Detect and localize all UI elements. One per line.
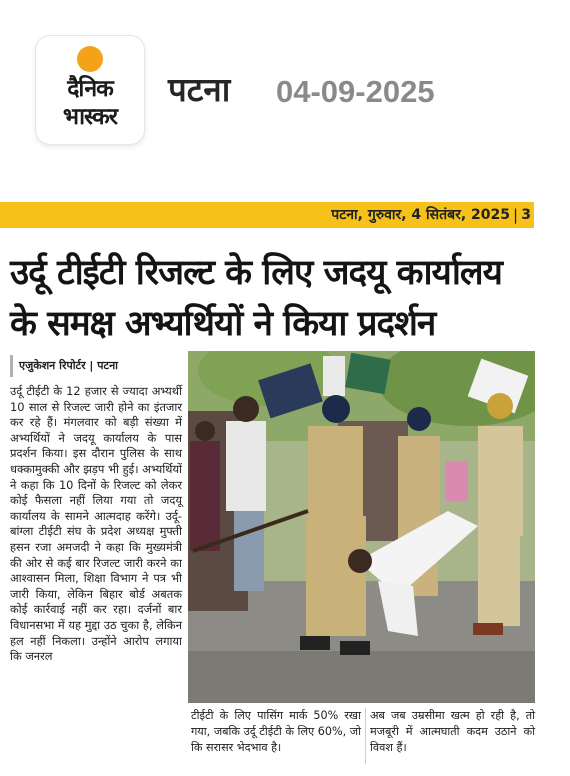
protest-photo: [188, 351, 535, 703]
logo-text-line1: दैनिक: [67, 76, 113, 102]
sun-icon: [77, 46, 103, 72]
page-number: 3: [521, 207, 531, 223]
dateline-separator: |: [512, 206, 518, 224]
edition-city: पटना: [168, 70, 231, 109]
article-body-column-2: टीईटी के लिए पासिंग मार्क 50% रखा गया, जबकि उर्दू टीईटी के लिए 60%, जो कि सरासर भेदभाव है।: [191, 709, 361, 754]
dainik-bhaskar-logo: [36, 36, 144, 144]
edition-date: 04-09-2025: [276, 74, 435, 109]
column-divider: [365, 708, 366, 764]
logo-text-line2: भास्कर: [62, 104, 118, 130]
dateline-strip: [0, 202, 534, 228]
dateline-text: पटना, गुरुवार, 4 सितंबर, 2025: [331, 207, 510, 223]
article-body-column-3: अब जब उम्रसीमा खत्म हो रही है, तो मजबूरी में आत्मघाती कदम उठाने को विवश हैं।: [370, 709, 535, 754]
article-body-column-1: उर्दू टीईटी के 12 हजार से ज्यादा अभ्यर्थी 10 साल से रिजल्ट जारी होने का इंतजार कर रहे हैं। मंगलवार को बड़ी संख्या में अभ्यर्थियों ने जदयू कार्यालय के पास प्रदर्शन किया। इस दौरान पुलिस के साथ धक्कामुक्की और झड़प भी हुई। अभ्यर्थियों ने कहा कि 10 दिनों के रिजल्ट को लेकर कोई फैसला नहीं लिया गया तो जदयू कार्यालय के सामने आत्मदाह करेंगे। उर्दू-बांग्ला टीईटी संघ के प्रदेश अध्यक्ष मुफ्ती हसन रजा अमजदी ने कहा कि मुख्यमंत्री की ओर से कई बार रिजल्ट जारी करने का आश्वासन मिला, शिक्षा विभाग ने पत्र भी जारी किया, लेकिन बिहार बोर्ड अबतक कोई कार्रवाई नहीं कर रहा। दर्जनों बार विधानसभा में यह मुद्दा उठ चुका है, लेकिन हल नहीं निकला। उन्होंने आरोप लगाया कि जनरल: [10, 384, 182, 664]
article-headline: उर्दू टीईटी रिजल्ट के लिए जदयू कार्यालय के समक्ष अभ्यर्थियों ने किया प्रदर्शन: [10, 253, 502, 344]
article-byline: एजुकेशन रिपोर्टर | पटना: [10, 355, 189, 377]
